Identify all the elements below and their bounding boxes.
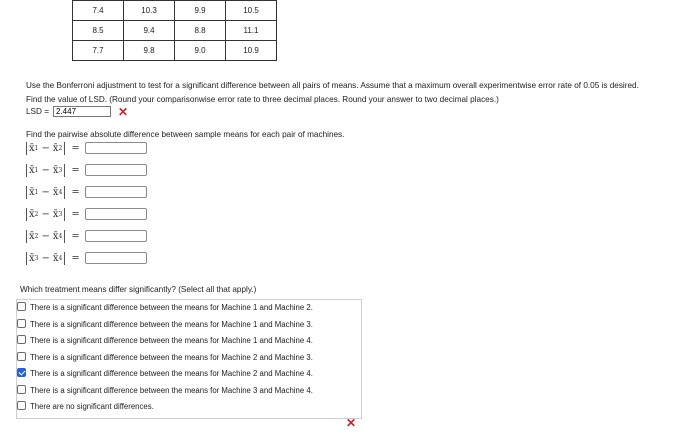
pairwise-expression [26,164,65,177]
checkbox[interactable] [17,302,26,311]
pairwise-difference-input[interactable] [85,164,147,176]
minus-sign: − [41,230,50,242]
option-label: There is a significant difference between the means for Machine 3 and Machine 4. [30,385,313,395]
checkbox[interactable] [17,319,26,328]
minus-sign: − [41,252,50,264]
pairwise-difference-input[interactable] [85,252,147,264]
table-row [73,21,277,41]
table-cell: 9.9 [175,1,226,21]
instruction-text: Find the value of LSD. (Round your comparisonwise error rate to three decimal places. Round your answer to two decimal places.) [26,95,499,104]
mean-symbol: x̄ [52,208,59,220]
pairwise-expression [26,230,65,243]
mean-index: 4 [58,232,63,240]
pairwise-row [26,207,156,221]
option-item[interactable] [17,384,313,397]
option-item[interactable] [17,400,154,413]
equals-sign: = [71,252,80,264]
mean-index: 1 [34,166,39,174]
mean-symbol: x̄ [52,252,59,264]
pairwise-row [26,141,156,155]
checkbox[interactable] [17,385,26,394]
mean-symbol: x̄ [29,208,35,220]
mean-index: 2 [34,210,39,218]
option-label: There is a significant difference between the means for Machine 1 and Machine 4. [30,336,313,345]
table-cell: 7.4 [73,1,124,21]
option-label: There is a significant difference between the means for Machine 2 and Machine 4. [30,369,313,378]
mean-index: 1 [34,144,39,152]
table-cell: 8.5 [73,21,124,41]
pairwise-row [26,163,156,177]
pairwise-row [26,251,156,265]
mean-index: 3 [58,166,63,174]
mean-index: 2 [58,144,63,152]
checkbox[interactable] [17,368,26,377]
incorrect-icon: ✕ [346,416,357,430]
minus-sign: − [41,208,50,220]
pairwise-prompt: Find the pairwise absolute difference between sample means for each pair of machines. [26,130,345,139]
pairwise-row [26,185,156,199]
option-item[interactable] [17,351,313,364]
option-item[interactable] [17,367,313,380]
pairwise-expression [26,252,65,265]
table-cell: 10.5 [226,1,277,21]
lsd-label: LSD = [26,107,49,116]
minus-sign: − [41,164,50,176]
table-cell: 10.3 [124,1,175,21]
table-cell: 11.1 [226,21,277,41]
mean-symbol: x̄ [52,164,59,176]
equals-sign: = [71,230,80,242]
option-item[interactable] [17,334,313,347]
checkbox[interactable] [17,401,26,410]
option-label: There is a significant difference between the means for Machine 2 and Machine 3. [30,352,313,362]
pairwise-difference-input[interactable] [85,142,147,154]
pairwise-difference-input[interactable] [85,186,147,198]
table-cell: 9.4 [124,21,175,41]
pairwise-expression [26,186,65,199]
mean-symbol: x̄ [29,164,35,176]
pairwise-expression [26,142,65,155]
incorrect-icon: ✕ [118,105,129,119]
table-cell: 9.0 [175,41,226,61]
mean-symbol: x̄ [29,186,35,198]
mean-index: 4 [58,188,63,196]
option-label: There is a significant difference between the means for Machine 1 and Machine 3. [30,319,313,329]
data-table [72,0,277,61]
equals-sign: = [71,186,80,198]
equals-sign: = [71,142,80,154]
equals-sign: = [71,164,80,176]
mean-symbol: x̄ [29,252,35,264]
mean-index: 1 [34,188,39,196]
table-row [73,1,277,21]
pairwise-expression [26,208,65,221]
equals-sign: = [71,208,80,220]
mean-symbol: x̄ [52,230,59,242]
table-cell: 7.7 [73,41,124,61]
checkbox[interactable] [17,352,26,361]
pairwise-row [26,229,156,243]
minus-sign: − [41,186,50,198]
option-item[interactable] [17,318,313,331]
table-cell: 8.8 [175,21,226,41]
mean-symbol: x̄ [52,186,59,198]
mean-symbol: x̄ [29,230,35,242]
option-item[interactable] [17,301,313,314]
instruction-text: Use the Bonferroni adjustment to test for a significant difference between all pairs of means. Assume that a maximum overall experimentwise error rate of 0.05 is desired. [26,81,639,90]
minus-sign: − [41,142,50,154]
mean-symbol: x̄ [29,142,35,154]
checkbox[interactable] [17,335,26,344]
mean-symbol: x̄ [52,142,59,154]
pairwise-difference-input[interactable] [85,208,147,220]
mean-index: 4 [58,254,63,262]
mean-index: 3 [58,210,63,218]
mean-index: 2 [34,232,39,240]
table-cell: 9.8 [124,41,175,61]
table-cell: 10.9 [226,41,277,61]
table-row [73,41,277,61]
lsd-input[interactable] [53,106,111,117]
mean-index: 3 [34,254,39,262]
option-label: There are no significant differences. [30,402,154,411]
pairwise-difference-input[interactable] [85,230,147,242]
option-label: There is a significant difference between the means for Machine 1 and Machine 2. [30,303,313,312]
question-text: Which treatment means differ significantly? (Select all that apply.) [20,285,257,294]
